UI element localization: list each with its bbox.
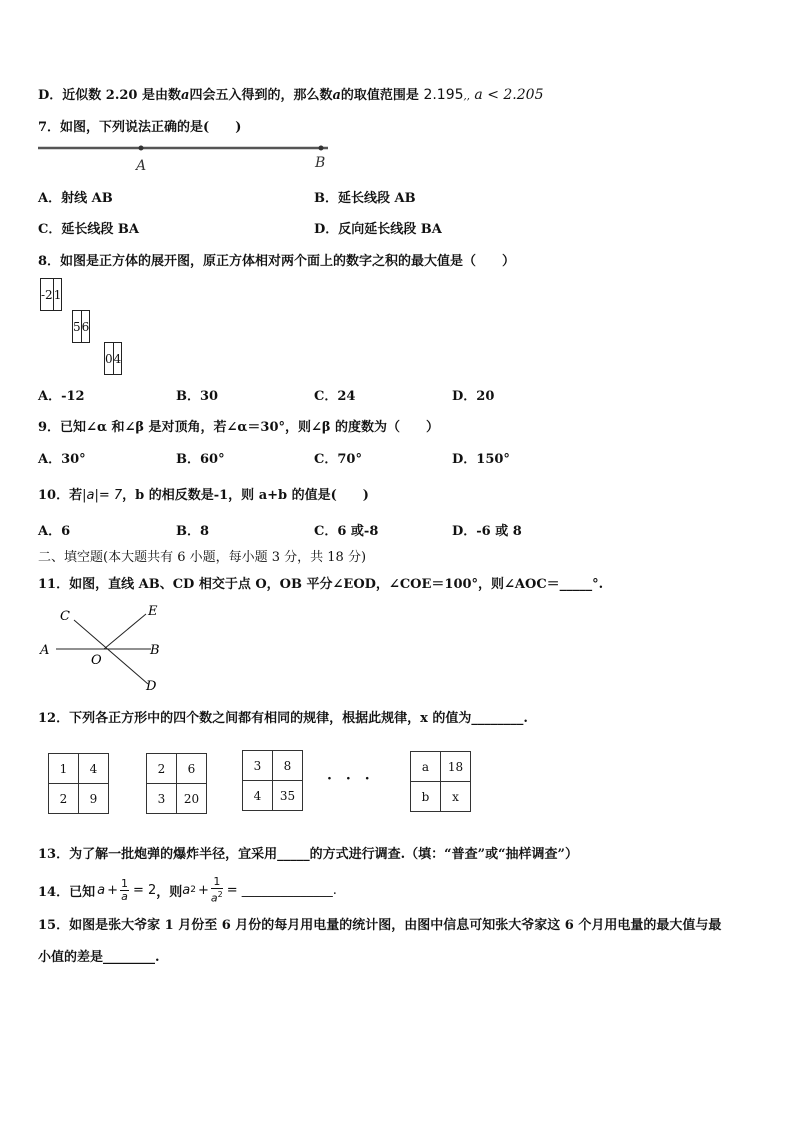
q10-option-b[interactable]: B．8 — [176, 524, 210, 539]
q14-square: 2 — [190, 885, 196, 895]
square-cell: b — [411, 782, 441, 812]
square-cell: 18 — [441, 752, 471, 782]
q9-stem: 9．已知∠α 和∠β 是对顶角，若∠α＝30°，则∠β 的度数为（ ） — [38, 420, 440, 435]
q7-option-a[interactable]: A．射线 AB — [38, 191, 113, 206]
label-a: A — [136, 158, 147, 174]
label-d: D — [146, 679, 157, 694]
net-cell: -2 — [41, 279, 54, 311]
q14-blank: = ______________. — [226, 882, 337, 898]
label-e: E — [148, 604, 158, 619]
square-cell: 1 — [49, 754, 79, 784]
frac-den-square: 2 — [217, 889, 223, 899]
square-cell: x — [441, 782, 471, 812]
label-a: A — [40, 643, 50, 658]
q10-option-d[interactable]: D．-6 或 8 — [452, 524, 522, 539]
q10-pre: 10．若 — [38, 488, 83, 503]
q14-plus: + — [107, 882, 118, 898]
q14-fraction-2 — [211, 876, 223, 905]
q15-line1: 15．如图是张大爷家 1 月份至 6 月份的每月用电量的统计图，由图中信息可知张大爷家这 6 个月用电量的最大值与最 — [38, 918, 722, 933]
net-cell: 4 — [113, 343, 122, 375]
q14-stem — [38, 870, 337, 910]
point-a — [139, 146, 144, 151]
q8-option-d[interactable]: D．20 — [452, 389, 495, 404]
label-o: O — [91, 653, 102, 668]
q8-option-a[interactable]: A．-12 — [38, 389, 85, 404]
label-b: B — [315, 155, 326, 171]
q7-stem: 7．如图，下列说法正确的是( ) — [38, 120, 242, 135]
frac-numerator-2: 1 — [211, 876, 223, 889]
square-cell: 2 — [49, 784, 79, 814]
q14-pre: 14．已知 — [38, 884, 96, 900]
q14-var-a-2: a — [182, 882, 191, 898]
q10-post: ，b 的相反数是-1，则 a+b 的值是( ) — [122, 488, 369, 503]
label-c: C — [60, 609, 70, 624]
square-cell: 20 — [177, 784, 207, 814]
point-b — [319, 146, 324, 151]
q14-fraction — [120, 878, 129, 903]
range-sep: ,, — [463, 91, 470, 102]
square-cell: 4 — [243, 781, 273, 811]
frac-numerator: 1 — [120, 876, 128, 890]
frac-denominator-2: a — [210, 891, 218, 905]
q13-stem: 13．为了解一批炮弹的爆炸半径，宜采用_____的方式进行调查.（填：“普查”或“抽样调查”） — [38, 847, 579, 862]
square-cell: 2 — [147, 754, 177, 784]
q11-figure — [36, 600, 176, 696]
q6-option-d — [38, 84, 543, 103]
square-cell: 4 — [79, 754, 109, 784]
var-a: a — [181, 88, 190, 103]
frac-denominator: a — [121, 889, 128, 903]
ellipsis-dots: · · · — [327, 771, 370, 787]
abs-expression: |a|= 7 — [82, 488, 123, 503]
pattern-square-3 — [242, 750, 303, 811]
q15-line2: 小值的差是________. — [38, 950, 160, 965]
q9-option-b[interactable]: B．60° — [176, 452, 225, 467]
q8-option-b[interactable]: B．30 — [176, 389, 219, 404]
pattern-square-1 — [48, 753, 109, 814]
pattern-square-2 — [146, 753, 207, 814]
q10-stem — [38, 484, 369, 503]
square-cell: 3 — [147, 784, 177, 814]
pattern-square-4 — [410, 751, 471, 812]
var-a-2: a — [332, 88, 341, 103]
square-cell: 9 — [79, 784, 109, 814]
square-cell: 6 — [177, 754, 207, 784]
net-cell: 5 — [73, 311, 82, 343]
square-cell: 8 — [273, 751, 303, 781]
square-cell: 35 — [273, 781, 303, 811]
q14-plus-2: + — [197, 882, 209, 898]
q12-stem: 12．下列各正方形中的四个数之间都有相同的规律，根据此规律，x 的值为________. — [38, 711, 528, 726]
q7-option-b[interactable]: B．延长线段 AB — [314, 191, 416, 206]
q9-option-d[interactable]: D．150° — [452, 452, 510, 467]
q7-option-c[interactable]: C．延长线段 BA — [38, 222, 139, 237]
net-cell: 0 — [105, 343, 114, 375]
q9-option-c[interactable]: C．70° — [314, 452, 362, 467]
q7-option-d[interactable]: D．反向延长线段 BA — [314, 222, 442, 237]
q10-option-a[interactable]: A．6 — [38, 524, 71, 539]
q14-var-a: a — [97, 882, 106, 898]
range-lt: a < 2.205 — [474, 87, 544, 103]
section-heading: 二、填空题(本大题共有 6 小题，每小题 3 分，共 18 分) — [38, 550, 367, 565]
q14-eq2: = 2 — [132, 882, 157, 898]
range-low: 2.195 — [423, 87, 464, 103]
net-cell: 6 — [81, 311, 90, 343]
q14-then: ，则 — [156, 884, 183, 900]
q10-option-c[interactable]: C．6 或-8 — [314, 524, 379, 539]
q9-option-a[interactable]: A．30° — [38, 452, 86, 467]
q11-stem: 11．如图，直线 AB、CD 相交于点 O，OB 平分∠EOD，∠COE＝100°，则∠AOC＝_____°. — [38, 577, 604, 592]
square-cell: a — [411, 752, 441, 782]
net-cell: 1 — [53, 279, 62, 311]
q6d-mid: 四会五入得到的，那么数 — [189, 88, 333, 103]
q6d-prefix: D．近似数 2.20 是由数 — [38, 88, 181, 103]
q8-stem: 8．如图是正方体的展开图，原正方体相对两个面上的数字之积的最大值是（ ） — [38, 254, 516, 269]
q6d-suffix: 的取值范围是 — [340, 88, 419, 103]
q7-figure — [38, 140, 338, 176]
q8-option-c[interactable]: C．24 — [314, 389, 356, 404]
square-cell: 3 — [243, 751, 273, 781]
label-b: B — [150, 643, 160, 658]
